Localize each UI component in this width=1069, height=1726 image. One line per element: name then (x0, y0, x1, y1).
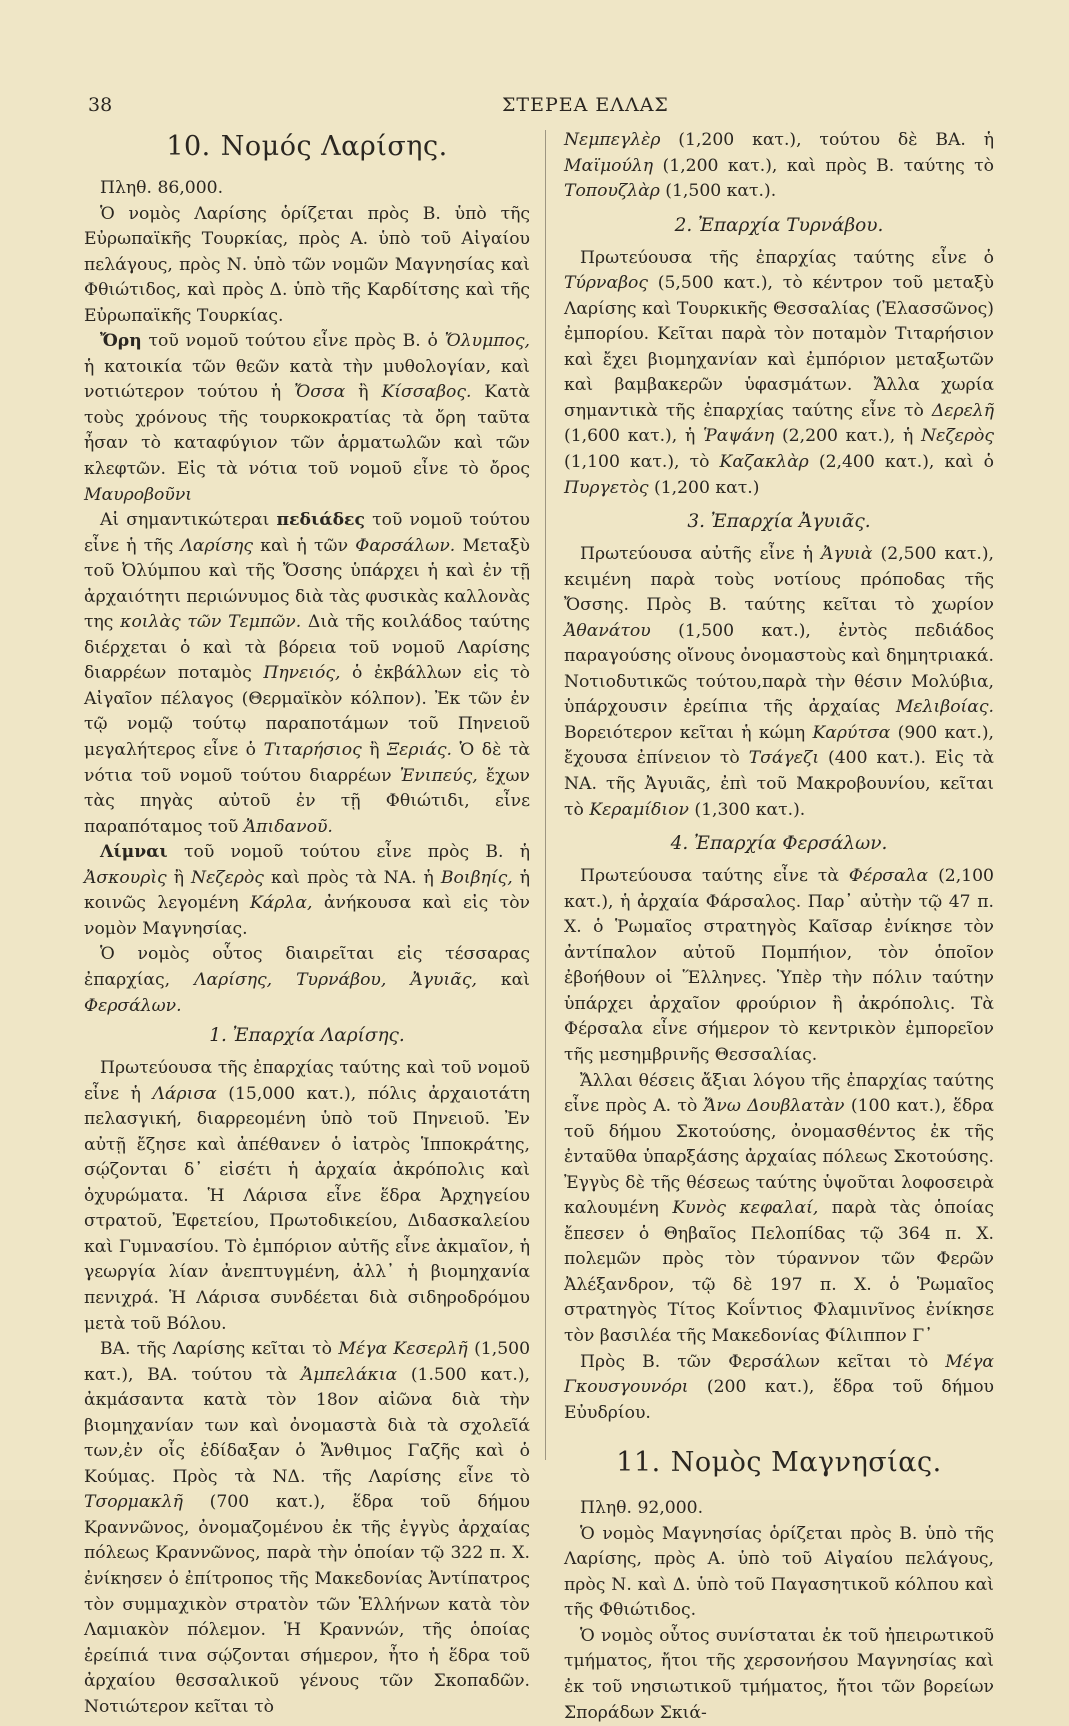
paragraph-fersala-places: Ἄλλαι θέσεις ἄξιαι λόγου τῆς ἐπαρχίας ταύτης εἶνε πρὸς Α. τὸ Ἄνω Δουβλατὰν (100 κατ.), ἕδρα τοῦ δήμου Σκοτούσης, ὀνομασθέντος ἐκ τῆς ἐνταῦθα ὑπαρξάσης ἀρχαίας πόλεως Σκοτούσης. Ἐγγὺς δὲ τῆς θέσεως ταύτης ὑψοῦται λοφοσειρὰ καλουμένη Κυνὸς κεφαλαί, παρὰ τὰς ὁποίας ἔπεσεν ὁ Θηβαῖος Πελοπίδας τῷ 364 π. Χ. πολεμῶν πρὸς τὸν τύραννον τῶν Φερῶν Ἀλέξανδρον, τῷ δὲ 197 π. Χ. ὁ Ῥωμαῖος στρατηγὸς Τίτος Κοΐντιος Φλαμινῖνος ἐνίκησε τὸν βασιλέα τῆς Μακεδονίας Φίλιππον Γ᾽ (564, 1070, 994, 1346)
paragraph-magnesia-borders: Ὁ νομὸς Μαγνησίας ὁρίζεται πρὸς Β. ὑπὸ τῆς Λαρίσης, πρὸς Α. ὑπὸ τοῦ Αἰγαίου πελάγους, πρὸς Ν. καὶ Δ. ὑπὸ τοῦ Παγασητικοῦ κόλπου καὶ τῆς Φθιώτιδος. (564, 1523, 994, 1621)
paragraph-larisa-villages: ΒΑ. τῆς Λαρίσης κεῖται τὸ Μέγα Κεσερλῆ (1,500 κατ.), ΒΑ. τούτου τὰ Ἀμπελάκια (1.500 κατ.), ἀκμάσαντα κατὰ τὸν 18ον αἰῶνα διὰ τὴν βιομηχανίαν των καὶ ὀνομαστὰ διὰ τὰ σχολεῖά των,ἐν οἷς ἐδίδαξαν ὁ Ἄνθιμος Γαζῆς καὶ ὁ Κούμας. Πρὸς τὰ ΝΔ. τῆς Λαρίσης εἶνε τὸ Τσορμακλῆ (700 κατ.), ἕδρα τοῦ δήμου Κραννῶνος, ὀνομαζομένου ἐκ τῆς ἐγγὺς ἀρχαίας πόλεως Κραννῶνος, παρὰ τὴν ὁποίαν τῷ 322 π. Χ. ἐνίκησεν ὁ ἐπίτροπος τῆς Μακεδονίας Ἀντίπατρος τὸν συμμαχικὸν στρατὸν τῶν Ἑλλήνων κατὰ τὸν Λαμιακὸν πόλεμον. Ἡ Κραννών, τῆς ὁποίας ἐρείπιά τινα σῴζονται σήμερον, ἦτο ἡ ἕδρα τοῦ ἀρχαίου θεσσαλικοῦ γένους τῶν Σκοπαδῶν. Νοτιώτερον κεῖται τὸ (84, 1339, 531, 1717)
population-magnesia: Πληθ. 92,000. (580, 1498, 704, 1519)
section-heading-larisa: 10. Νομός Λαρίσης. (166, 131, 448, 162)
paragraph-lakes: Λίμναι τοῦ νομοῦ τούτου εἶνε πρὸς Β. ἡ Ἀσκουρὶς ἢ Νεζερὸς καὶ πρὸς τὰ ΝΑ. ἡ Βοιβηίς, ἡ κοινῶς λεγομένη Κάρλα, ἀνήκουσα καὶ εἰς τὸν νομὸν Μαγνησίας. (84, 842, 530, 939)
subheading-fersala-province: 4. Ἐπαρχία Φερσάλων. (670, 833, 888, 855)
paragraph-plains: Αἱ σημαντικώτεραι πεδιάδες τοῦ νομοῦ τούτου εἶνε ἡ τῆς Λαρίσης καὶ ἡ τῶν Φαρσάλων. Μεταξὺ τοῦ Ὀλύμπου καὶ τῆς Ὄσσης ὑπάρχει ἡ καὶ ἐν τῇ ἀρχαιότητι περιώνυμος διὰ τὰς φυσικὰς καλλονὰς της κοιλὰς τῶν Τεμπῶν. Διὰ τῆς κοιλάδος ταύτης διέρχεται ὁ καὶ τὰ βόρεια τοῦ νομοῦ Λαρίσης διαρρέων ποταμὸς Πηνειός, ὁ ἐκβάλλων εἰς τὸ Αἰγαῖον πέλαγος (Θερμαϊκὸν κόλπον). Ἐκ τῶν ἐν τῷ νομῷ τούτῳ παραποτάμων τοῦ Πηνειοῦ μεγαλήτερος εἶνε ὁ Τιταρήσιος ἢ Ξεριάς. Ὁ δὲ τὰ νότια τοῦ νομοῦ τούτου διαρρέων Ἐνιπεύς, ἔχων τὰς πηγὰς αὐτοῦ ἐν τῇ Φθιώτιδι, εἶνε παραπόταμος τοῦ Ἀπιδανοῦ. (84, 510, 531, 837)
subheading-tyrnavos-province: 2. Ἐπαρχία Τυρνάβου. (674, 214, 884, 236)
page-number: 38 (88, 94, 113, 116)
paragraph-provinces: Ὁ νομὸς οὗτος διαιρεῖται εἰς τέσσαρας ἐπαρχίας, Λαρίσης, Τυρνάβου, Ἀγυιᾶς, καὶ Φερσάλων. (84, 944, 531, 1016)
right-column (564, 128, 994, 1726)
paragraph-mountains: Ὄρη τοῦ νομοῦ τούτου εἶνε πρὸς Β. ὁ Ὄλυμπος, ἡ κατοικία τῶν θεῶν κατὰ τὴν μυθολογίαν, καὶ νοτιώτερον τούτου ἡ Ὄσσα ἢ Κίσσαβος. Κατὰ τοὺς χρόνους τῆς τουρκοκρατίας τὰ ὄρη ταῦτα ἦσαν τὸ καταφύγιον τῶν ἁρματωλῶν καὶ τῶν κλεφτῶν. Εἰς τὰ νότια τοῦ νομοῦ εἶνε τὸ ὄρος Μαυροβοῦνι (84, 331, 530, 505)
left-column (84, 122, 530, 1720)
paragraph-magnesia-parts: Ὁ νομὸς οὗτος συνίσταται ἐκ τοῦ ἠπειρωτικοῦ τμήματος, ἤτοι τῆς χερσονήσου Μαγνησίας καὶ ἐκ τοῦ νησιωτικοῦ τμήματος, ἤτοι τῶν βορείων Σποράδων Σκιά- (564, 1625, 994, 1723)
section-heading-magnesia: 11. Νομὸς Μαγνησίας. (616, 1447, 942, 1479)
paragraph-fersala-north: Πρὸς Β. τῶν Φερσάλων κεῖται τὸ Μέγα Γκουσγουνόρι (200 κατ.), ἕδρα τοῦ δήμου Εὐυδρίου. (564, 1351, 994, 1423)
paragraph-borders: Ὁ νομὸς Λαρίσης ὁρίζεται πρὸς Β. ὑπὸ τῆς Εὐρωπαϊκῆς Τουρκίας, πρὸς Α. ὑπὸ τοῦ Αἰγαίου πελάγους, πρὸς Ν. ὑπὸ τῶν νομῶν Μαγνησίας καὶ Φθιώτιδος, καὶ πρὸς Δ. ὑπὸ τῆς Καρδίτσης καὶ τῆς Εὐρωπαϊκῆς Τουρκίας. (84, 203, 530, 326)
paragraph-fersala: Πρωτεύουσα ταύτης εἶνε τὰ Φέρσαλα (2,100 κατ.), ἡ ἀρχαία Φάρσαλος. Παρ᾽ αὐτὴν τῷ 47 π. Χ. ὁ Ῥωμαῖος στρατηγὸς Καῖσαρ ἐνίκησε τὸν ἀντίπαλον αὐτοῦ Πομπήιον, τὸν ὁποῖον ἐβοήθουν οἱ Ἕλληνες. Ὑπὲρ τὴν πόλιν ταύτην ὑπάρχει ἀρχαῖον φρούριον ἢ ἀκρόπολις. Τὰ Φέρσαλα εἶνε σήμερον τὸ κεντρικὸν ἐμπορεῖον τῆς μεσημβρινῆς Θεσσαλίας. (564, 866, 994, 1065)
running-title: ΣΤΕΡΕΑ ΕΛΛΑΣ (502, 94, 669, 116)
paragraph-continuation: Νεμπεγλὲρ (1,200 κατ.), τούτου δὲ ΒΑ. ἡ Μαϊμούλη (1,200 κατ.), καὶ πρὸς Β. ταύτης τὸ Τοπουζλὰρ (1,500 κατ.). (564, 130, 994, 202)
column-divider (545, 130, 546, 1460)
paragraph-tyrnavos: Πρωτεύουσα τῆς ἐπαρχίας ταύτης εἶνε ὁ Τύρναβος (5,500 κατ.), τὸ κέντρον τοῦ μεταξὺ Λαρίσης καὶ Τουρκικῆς Θεσσαλίας (Ἐλασσῶνος) ἐμπορίου. Κεῖται παρὰ τὸν ποταμὸν Τιταρήσιον καὶ ἔχει βιομηχανίαν καὶ ἐμπόριον μεταξωτῶν καὶ βαμβακερῶν ὑφασμάτων. Ἄλλα χωρία σημαντικὰ τῆς ἐπαρχίας ταύτης εἶνε τὸ Δερελῆ (1,600 κατ.), ἡ Ῥαψάνη (2,200 κατ.), ἡ Νεζερὸς (1,100 κατ.), τὸ Καζακλὰρ (2,400 κατ.), καὶ ὁ Πυργετὸς (1,200 κατ.) (564, 247, 994, 498)
population-larisa: Πληθ. 86,000. (100, 178, 224, 198)
subheading-agyia-province: 3. Ἐπαρχία Ἀγυιᾶς. (687, 511, 871, 533)
paragraph-larisa-city: Πρωτεύουσα τῆς ἐπαρχίας ταύτης καὶ τοῦ νομοῦ εἶνε ἡ Λάρισα (15,000 κατ.), πόλις ἀρχαιοτάτη πελασγική, διαρρεομένη ὑπὸ τοῦ Πηνειοῦ. Ἐν αὐτῇ ἔζησε καὶ ἀπέθανεν ὁ ἰατρὸς Ἱπποκράτης, σῴζονται δ᾽ εἰσέτι ἡ ἀρχαία ἀκρόπολις καὶ ὀχυρώματα. Ἡ Λάρισα εἶνε ἕδρα Ἀρχηγείου στρατοῦ, Ἐφετείου, Πρωτοδικείου, Διδασκαλείου καὶ Γυμνασίου. Τὸ ἐμπόριον αὐτῆς εἶνε ἀκμαῖον, ἡ γεωργία λίαν ἀνεπτυγμένη, ἀλλ᾽ ἡ βιομηχανία πενιχρά. Ἡ Λάρισα συνδέεται διὰ σιδηροδρόμου μετὰ τοῦ Βόλου. (84, 1058, 530, 1334)
subheading-larisa-province: 1. Ἐπαρχία Λαρίσης. (209, 1025, 405, 1047)
page-header (80, 84, 1000, 124)
paragraph-agyia: Πρωτεύουσα αὐτῆς εἶνε ἡ Ἀγυιὰ (2,500 κατ.), κειμένη παρὰ τοὺς νοτίους πρόποδας τῆς Ὄσσης. Πρὸς Β. ταύτης κεῖται τὸ χωρίον Ἀθανάτου (1,500 κατ.), ἐντὸς πεδιάδος παραγούσης οἴνους ὀνομαστοὺς καὶ δημητριακά. Νοτιοδυτικῶς τούτου,παρὰ τὴν θέσιν Μολύβια, ὑπάρχουσιν ἐρείπια τῆς ἀρχαίας Μελιβοίας. Βορειότερον κεῖται ἡ κώμη Καρύτσα (900 κατ.), ἔχουσα ἐπίνειον τὸ Τσάγεζι (400 κατ.). Εἰς τὰ ΝΑ. τῆς Ἀγυιᾶς, ἐπὶ τοῦ Μακροβουνίου, κεῖται τὸ Κεραμίδιον (1,300 κατ.). (564, 544, 994, 820)
